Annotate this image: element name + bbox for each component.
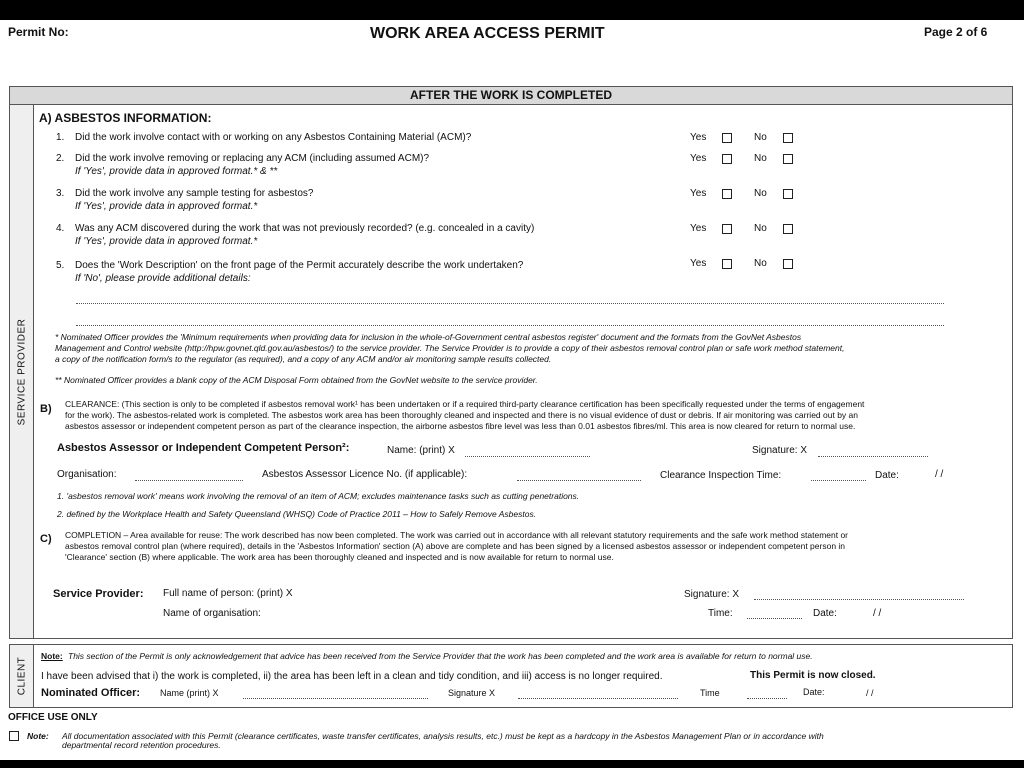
q2-no-checkbox[interactable] <box>783 154 793 164</box>
clearance-date-field[interactable]: / / <box>935 469 944 480</box>
office-note-line-1: All documentation associated with this Permit (clearance certificates, waste transfer certificates, analysis results, etc.) must be kept as a hardcopy in the Asbestos Management Plan or in accordance with <box>62 731 824 741</box>
q2-yes-checkbox[interactable] <box>722 154 732 164</box>
q3-sub: If 'Yes', provide data in approved format.* <box>75 201 258 212</box>
details-line-1[interactable] <box>76 303 944 304</box>
q5-no-checkbox[interactable] <box>783 259 793 269</box>
sp-time-label: Time: <box>708 608 733 619</box>
assessor-signature-label: Signature: X <box>752 445 808 456</box>
q1-text: Did the work involve contact with or working on any Asbestos Containing Material (ACM)? <box>75 132 472 143</box>
service-provider-label: SERVICE PROVIDER <box>16 318 27 425</box>
q1-no-label: No <box>754 132 767 143</box>
clearance-date-label: Date: <box>875 470 899 481</box>
q3-no-checkbox[interactable] <box>783 189 793 199</box>
q1-yes-checkbox[interactable] <box>722 133 732 143</box>
q3-yes-checkbox[interactable] <box>722 189 732 199</box>
q2-num: 2. <box>56 153 65 164</box>
q4-no-checkbox[interactable] <box>783 224 793 234</box>
officer-date-field[interactable]: / / <box>866 688 874 698</box>
after-work-banner: AFTER THE WORK IS COMPLETED <box>9 86 1013 105</box>
sp-signature-field[interactable] <box>754 599 964 600</box>
clearance-time-label: Clearance Inspection Time: <box>660 470 782 481</box>
footnote-1b: Management and Control website (http://hpw.govnet.qld.gov.au/asbestos/) to the service provider. The Service Provider is to provide a copy of their asbestos removal control plan or safe work method statement, <box>55 343 845 353</box>
q1-yes-label: Yes <box>690 132 707 143</box>
full-name-label: Full name of person: (print) X <box>163 588 293 599</box>
office-use-checkbox[interactable] <box>9 731 19 741</box>
q5-yes-checkbox[interactable] <box>722 259 732 269</box>
completion-line-1: COMPLETION – Area available for reuse: The work described has now been completed. The work was carried out in accordance with all relevant statutory requirements and the safe work method statement or <box>65 530 849 540</box>
organisation-label: Organisation: <box>57 469 117 480</box>
name-organisation-label: Name of organisation: <box>163 608 261 619</box>
sp-signature-label: Signature: X <box>684 589 740 600</box>
section-c-label: C) <box>40 533 52 545</box>
client-note-label: Note: <box>41 651 63 661</box>
permit-page <box>0 20 1024 760</box>
definition-note-1: 1. 'asbestos removal work' means work involving the removal of an item of ACM; excludes maintenance tasks such as cutting penetrations. <box>57 491 580 501</box>
service-provider-label-text: Service Provider: <box>53 588 144 600</box>
service-provider-section <box>9 104 1013 639</box>
assessor-name-label: Name: (print) X <box>387 445 455 456</box>
q5-sub: If 'No', please provide additional details: <box>75 273 251 284</box>
q5-text: Does the 'Work Description' on the front page of the Permit accurately describe the work undertaken? <box>75 260 524 271</box>
licence-label: Asbestos Assessor Licence No. (if applicable): <box>262 469 468 480</box>
clearance-line-2: for the work). The asbestos-related work is completed. The asbestos work area has been thoroughly cleaned and inspected and there is no visual evidence of dust or debris. If air monitoring was carried out by an <box>65 410 858 420</box>
officer-signature-field[interactable] <box>518 698 678 699</box>
q1-no-checkbox[interactable] <box>783 133 793 143</box>
client-advised-text: I have been advised that i) the work is completed, ii) the area has been left in a clean and tidy condition, and iii) access is no longer required. <box>41 671 663 682</box>
officer-time-label: Time <box>700 688 720 698</box>
completion-line-3: 'Clearance' section (B) where applicable. The work area has been thoroughly cleaned and inspected and is now available for return to normal use. <box>65 552 614 562</box>
q2-yes-label: Yes <box>690 153 707 164</box>
client-label: CLIENT <box>16 656 27 696</box>
officer-time-field[interactable] <box>747 698 787 699</box>
footnote-2: ** Nominated Officer provides a blank copy of the ACM Disposal Form obtained from the GovNet website to the service provider. <box>55 375 538 385</box>
officer-signature-label: Signature X <box>448 688 496 698</box>
clearance-line-3: asbestos assessor or independent competent person as part of the clearance inspection, the airborne asbestos fibre level was less than 0.01 asbestos fibres/ml. This area is now cleared for return to normal use. <box>65 421 856 431</box>
office-note-label: Note: <box>27 731 49 741</box>
q2-text: Did the work involve removing or replacing any ACM (including assumed ACM)? <box>75 153 430 164</box>
nominated-officer-label: Nominated Officer: <box>41 687 141 699</box>
details-line-2[interactable] <box>76 325 944 326</box>
section-a-title: A) ASBESTOS INFORMATION: <box>39 111 212 125</box>
sp-date-label: Date: <box>813 608 837 619</box>
footnote-1c: a copy of the notification form/s to the regulator (as required), and a copy of any ACM and/or air monitoring sample results collected. <box>55 354 552 364</box>
q2-sub: If 'Yes', provide data in approved format.* & ** <box>75 166 278 177</box>
office-use-title: OFFICE USE ONLY <box>8 712 98 723</box>
q2-no-label: No <box>754 153 767 164</box>
organisation-field[interactable] <box>135 480 243 481</box>
officer-name-field[interactable] <box>243 698 428 699</box>
q5-num: 5. <box>56 260 65 271</box>
licence-field[interactable] <box>517 480 641 481</box>
service-provider-sidebar <box>10 105 34 638</box>
assessor-label: Asbestos Assessor or Independent Competent Person²: <box>57 442 350 454</box>
footnote-1a: * Nominated Officer provides the 'Minimum requirements when providing data for inclusion in the whole-of-Government central asbestos register' document and the formats from the GovNet Asbestos <box>55 332 802 342</box>
page-title: WORK AREA ACCESS PERMIT <box>370 25 605 42</box>
permit-no-label: Permit No: <box>8 25 69 39</box>
q1-num: 1. <box>56 132 65 143</box>
q5-no-label: No <box>754 258 767 269</box>
q4-yes-label: Yes <box>690 223 707 234</box>
q3-no-label: No <box>754 188 767 199</box>
q5-yes-label: Yes <box>690 258 707 269</box>
completion-line-2: asbestos removal control plan (where required), details in the 'Asbestos Information' section (A) above are complete and has been signed by a licensed asbestos assessor or independent competent person in <box>65 541 846 551</box>
q3-text: Did the work involve any sample testing for asbestos? <box>75 188 314 199</box>
clearance-line-1: CLEARANCE: (This section is only to be completed if asbestos removal work¹ has been undertaken or if a required third-party clearance certification has been specifically requested under the terms of engagement <box>65 399 865 409</box>
clearance-time-field[interactable] <box>811 480 866 481</box>
definition-note-2: 2. defined by the Workplace Health and Safety Queensland (WHSQ) Code of Practice 2011 – How to Safely Remove Asbestos. <box>57 509 537 519</box>
client-section <box>9 644 1013 708</box>
assessor-name-field[interactable] <box>465 456 590 457</box>
q3-num: 3. <box>56 188 65 199</box>
permit-closed-text: This Permit is now closed. <box>750 670 876 681</box>
officer-date-label: Date: <box>803 687 825 697</box>
client-sidebar <box>10 645 34 707</box>
q4-num: 4. <box>56 223 65 234</box>
q4-text: Was any ACM discovered during the work that was not previously recorded? (e.g. concealed in a cavity) <box>75 223 535 234</box>
q3-yes-label: Yes <box>690 188 707 199</box>
sp-date-field[interactable]: / / <box>873 608 882 619</box>
officer-name-label: Name (print) X <box>160 688 219 698</box>
assessor-signature-field[interactable] <box>818 456 928 457</box>
office-note-line-2: departmental record retention procedures. <box>62 740 221 750</box>
sp-time-field[interactable] <box>747 618 802 619</box>
q4-no-label: No <box>754 223 767 234</box>
page-number: Page 2 of 6 <box>924 25 988 39</box>
q4-sub: If 'Yes', provide data in approved format.* <box>75 236 258 247</box>
q4-yes-checkbox[interactable] <box>722 224 732 234</box>
section-b-label: B) <box>40 403 52 415</box>
client-note-text: This section of the Permit is only acknowledgement that advice has been received from the Service Provider that the work has been completed and the work area is available for return to normal use. <box>68 651 813 661</box>
